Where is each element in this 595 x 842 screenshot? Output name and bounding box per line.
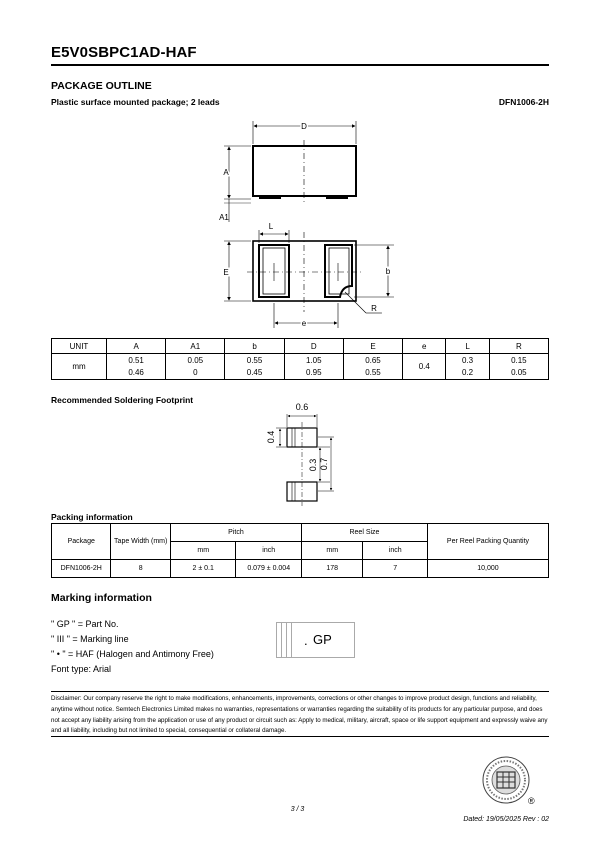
- header-R: R: [489, 339, 548, 354]
- header-pitch: Pitch: [170, 524, 301, 542]
- dimension-table: [51, 338, 549, 380]
- marking-line-4: Font type: Arial: [51, 664, 112, 674]
- header-D: D: [284, 339, 343, 354]
- dim-label-A1: A1: [219, 213, 229, 222]
- side-lead-left: [259, 195, 281, 199]
- footprint-width-label: 0.6: [295, 402, 309, 412]
- dimension-value-row: [52, 354, 549, 380]
- package-code: DFN1006-2H: [498, 97, 549, 107]
- package-outline-heading: PACKAGE OUTLINE: [51, 80, 152, 92]
- header-e: e: [403, 339, 446, 354]
- page-number: 3 / 3: [290, 806, 305, 813]
- marking-line-2: " III " = Marking line: [51, 634, 129, 644]
- cell-E: 0.65 0.55: [343, 354, 402, 380]
- packing-row: [52, 560, 549, 578]
- dim-label-R: R: [371, 304, 377, 313]
- dim-label-A: A: [223, 168, 229, 177]
- cell-R: 0.15 0.05: [489, 354, 548, 380]
- dated-revision: Dated: 19/05/2025 Rev : 02: [463, 816, 549, 823]
- cell-reel-inch: 7: [363, 560, 428, 578]
- cell-pitch-inch: 0.079 ± 0.004: [236, 560, 302, 578]
- header-E: E: [343, 339, 402, 354]
- cell-qty: 10,000: [427, 560, 548, 578]
- dim-label-D: D: [301, 122, 307, 131]
- cell-package: DFN1006-2H: [52, 560, 111, 578]
- cell-L: 0.3 0.2: [446, 354, 489, 380]
- header-pitch-inch: inch: [236, 542, 302, 560]
- disclaimer-top-rule: [51, 691, 549, 692]
- dim-label-b: b: [385, 267, 391, 276]
- cell-b: 0.55 0.45: [225, 354, 284, 380]
- cell-A1: 0.05 0: [166, 354, 225, 380]
- side-lead-right: [326, 195, 348, 199]
- header-reel-mm: mm: [301, 542, 362, 560]
- header-tape-width: Tape Width (mm): [111, 524, 170, 560]
- marking-line-1: " GP " = Part No.: [51, 619, 119, 629]
- document-title: E5V0SBPC1AD-HAF: [51, 44, 197, 61]
- header-b: b: [225, 339, 284, 354]
- header-L: L: [446, 339, 489, 354]
- dim-label-e: e: [301, 319, 307, 328]
- header-A: A: [107, 339, 166, 354]
- marking-line-3: " • " = HAF (Halogen and Antimony Free): [51, 649, 214, 659]
- header-reel-inch: inch: [363, 542, 428, 560]
- header-reel-size: Reel Size: [301, 524, 427, 542]
- cell-A: 0.51 0.46: [107, 354, 166, 380]
- cell-pitch-mm: 2 ± 0.1: [170, 560, 236, 578]
- header-pitch-mm: mm: [170, 542, 236, 560]
- marking-heading: Marking information: [51, 592, 152, 604]
- title-rule: [51, 64, 549, 66]
- cell-tape-width: 8: [111, 560, 170, 578]
- marking-diagram: [276, 622, 355, 658]
- dimension-header-row: [52, 339, 549, 354]
- marking-code: GP: [313, 632, 332, 647]
- cell-D: 1.05 0.95: [284, 354, 343, 380]
- registered-mark: ®: [528, 796, 535, 806]
- cell-e: 0.4: [403, 354, 446, 380]
- disclaimer-text: Disclaimer: Our company reserve the right to make modifications, enhancements, improvements, corrections or other changes to improve product design, functions and reliability, anytime without notice. Semtech Electronics Limited makes no warranties, representations or warranties regarding the suitability of its products for any particular purpose, and does not accept any liability arising from the application or use of any product or circuit such as: Apply to medical, military, aircraft, space or life support equipment and expressly waive any and all liability, including but not limited to special, consequential or collateral damage.: [51, 695, 548, 735]
- package-subtitle: Plastic surface mounted package; 2 leads: [51, 97, 220, 107]
- header-unit: UNIT: [52, 339, 107, 354]
- dim-label-L: L: [268, 222, 274, 231]
- footprint-heading: Recommended Soldering Footprint: [51, 395, 194, 405]
- disclaimer-bottom-rule: [51, 736, 549, 737]
- soldering-footprint-drawing: [260, 398, 340, 506]
- footprint-gap-label: 0.3: [308, 458, 318, 472]
- cell-reel-mm: 178: [301, 560, 362, 578]
- packing-table: [51, 523, 549, 578]
- header-package: Package: [52, 524, 111, 560]
- header-A1: A1: [166, 339, 225, 354]
- header-qty: Per Reel Packing Quantity: [427, 524, 548, 560]
- marking-dot: .: [304, 633, 308, 648]
- packing-heading: Packing information: [51, 512, 133, 522]
- footprint-height-label: 0.4: [266, 430, 276, 444]
- unit-mm: mm: [52, 354, 107, 380]
- package-outline-drawing: [200, 115, 420, 335]
- side-view-body: [253, 146, 356, 196]
- dim-label-E: E: [223, 268, 229, 277]
- footprint-pitch-label: 0.7: [319, 457, 329, 471]
